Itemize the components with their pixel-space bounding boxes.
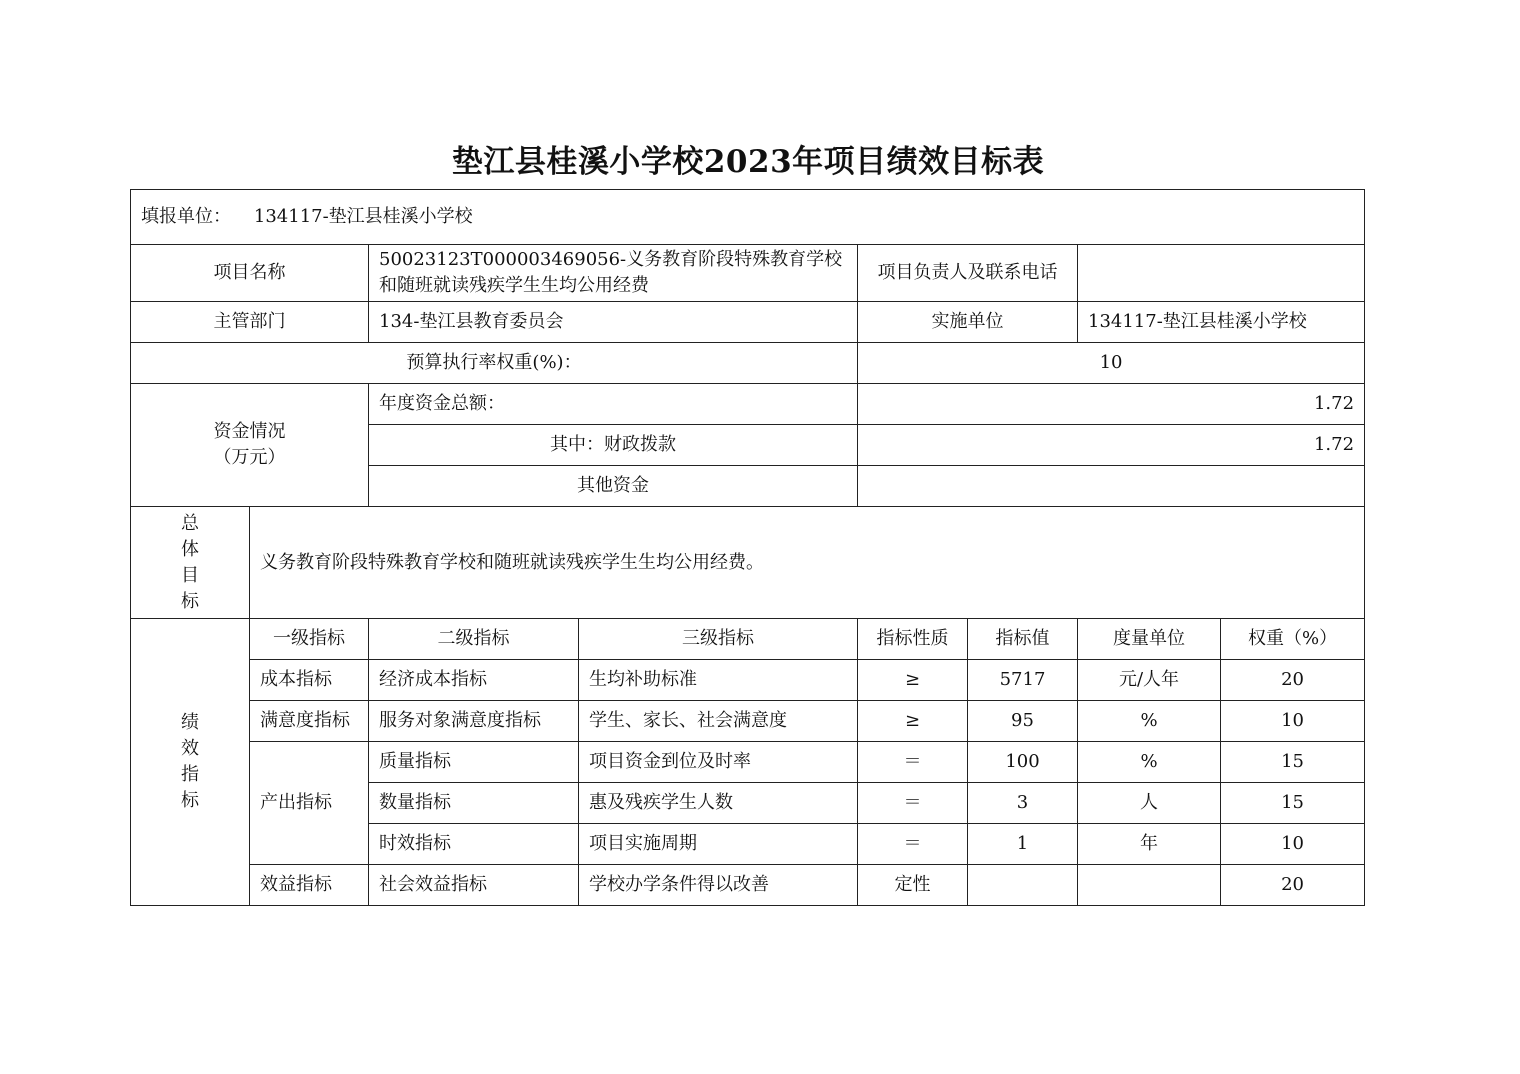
overall-goal-char: 总	[181, 512, 199, 534]
level2-cell: 数量指标	[369, 783, 579, 824]
unit-cell: 年	[1078, 824, 1221, 865]
header-level2: 二级指标	[369, 619, 579, 660]
nature-cell: ≥	[858, 701, 968, 742]
funds-label-line2: （万元）	[213, 447, 286, 468]
level3-cell: 学生、家长、社会满意度	[579, 701, 858, 742]
level1-cell: 效益指标	[250, 865, 369, 906]
department-label: 主管部门	[131, 302, 369, 343]
overall-goal-char: 目	[181, 564, 199, 586]
impl-unit-value: 134117-垫江县桂溪小学校	[1078, 302, 1365, 343]
budget-weight-row	[131, 343, 1365, 384]
nature-cell: ＝	[858, 783, 968, 824]
level2-cell: 经济成本指标	[369, 660, 579, 701]
level2-cell: 质量指标	[369, 742, 579, 783]
project-name-value	[369, 245, 858, 302]
value-cell: 100	[968, 742, 1078, 783]
value-cell: 95	[968, 701, 1078, 742]
project-name-label: 项目名称	[131, 245, 369, 302]
header-weight: 权重（%）	[1221, 619, 1365, 660]
level3-cell: 生均补助标准	[579, 660, 858, 701]
indicators-char: 指	[181, 764, 199, 785]
filing-unit-cell	[131, 190, 1365, 245]
level1-cell: 产出指标	[250, 742, 369, 865]
page-title: 垫江县桂溪小学校2023年项目绩效目标表	[451, 144, 1045, 180]
level2-cell: 社会效益指标	[369, 865, 579, 906]
table-row	[131, 742, 1365, 783]
header-unit: 度量单位	[1078, 619, 1221, 660]
indicators-char: 标	[181, 790, 199, 811]
indicators-label	[131, 619, 250, 906]
header-level1: 一级指标	[250, 619, 369, 660]
nature-cell: 定性	[858, 865, 968, 906]
unit-cell: %	[1078, 701, 1221, 742]
weight-cell: 20	[1221, 660, 1365, 701]
header-value: 指标值	[968, 619, 1078, 660]
level2-cell: 时效指标	[369, 824, 579, 865]
overall-goal-label	[131, 507, 250, 619]
indicator-header-row	[131, 619, 1365, 660]
project-name-line2: 和随班就读残疾学生生均公用经费	[379, 275, 649, 296]
header-level3: 三级指标	[579, 619, 858, 660]
overall-goal-text: 义务教育阶段特殊教育学校和随班就读残疾学生生均公用经费。	[250, 507, 1365, 619]
unit-cell: 元/人年	[1078, 660, 1221, 701]
department-value: 134-垫江县教育委员会	[369, 302, 858, 343]
department-row	[131, 302, 1365, 343]
indicators-char: 效	[181, 738, 199, 759]
level3-cell: 项目实施周期	[579, 824, 858, 865]
level1-cell: 成本指标	[250, 660, 369, 701]
funds-label	[131, 384, 369, 507]
nature-cell: ＝	[858, 742, 968, 783]
table-row	[131, 865, 1365, 906]
funds-total-value: 1.72	[858, 384, 1365, 425]
unit-cell: %	[1078, 742, 1221, 783]
project-contact-value	[1078, 245, 1365, 302]
value-cell: 3	[968, 783, 1078, 824]
project-name-line1: 50023123T000003469056-义务教育阶段特殊教育学校	[379, 249, 843, 270]
level2-cell: 服务对象满意度指标	[369, 701, 579, 742]
funds-fiscal-value: 1.72	[858, 425, 1365, 466]
unit-cell: 人	[1078, 783, 1221, 824]
weight-cell: 15	[1221, 783, 1365, 824]
header-nature: 指标性质	[858, 619, 968, 660]
project-name-row	[131, 245, 1365, 302]
filing-unit-value: 134117-垫江县桂溪小学校	[253, 206, 473, 227]
weight-cell: 10	[1221, 824, 1365, 865]
overall-goal-row	[131, 507, 1365, 619]
level3-cell: 惠及残疾学生人数	[579, 783, 858, 824]
project-contact-label: 项目负责人及联系电话	[858, 245, 1078, 302]
weight-cell: 15	[1221, 742, 1365, 783]
budget-weight-label: 预算执行率权重(%)：	[131, 343, 858, 384]
impl-unit-label: 实施单位	[858, 302, 1078, 343]
nature-cell: ≥	[858, 660, 968, 701]
value-cell: 5717	[968, 660, 1078, 701]
level1-cell: 满意度指标	[250, 701, 369, 742]
value-cell: 1	[968, 824, 1078, 865]
funds-total-label: 年度资金总额：	[369, 384, 858, 425]
performance-target-table	[130, 189, 1365, 906]
overall-goal-char: 标	[181, 590, 199, 612]
weight-cell: 10	[1221, 701, 1365, 742]
nature-cell: ＝	[858, 824, 968, 865]
table-row	[131, 660, 1365, 701]
overall-goal-char: 体	[181, 538, 199, 560]
funds-other-label: 其他资金	[369, 466, 858, 507]
filing-unit-label: 填报单位：	[141, 206, 231, 227]
indicators-char: 绩	[181, 712, 199, 733]
level3-cell: 项目资金到位及时率	[579, 742, 858, 783]
funds-other-value	[858, 466, 1365, 507]
funds-label-line1: 资金情况	[213, 421, 286, 442]
filing-unit-row	[131, 190, 1365, 245]
level3-cell: 学校办学条件得以改善	[579, 865, 858, 906]
funds-total-row	[131, 384, 1365, 425]
weight-cell: 20	[1221, 865, 1365, 906]
table-row	[131, 701, 1365, 742]
funds-fiscal-label: 其中：财政拨款	[369, 425, 858, 466]
value-cell	[968, 865, 1078, 906]
unit-cell	[1078, 865, 1221, 906]
budget-weight-value: 10	[858, 343, 1365, 384]
